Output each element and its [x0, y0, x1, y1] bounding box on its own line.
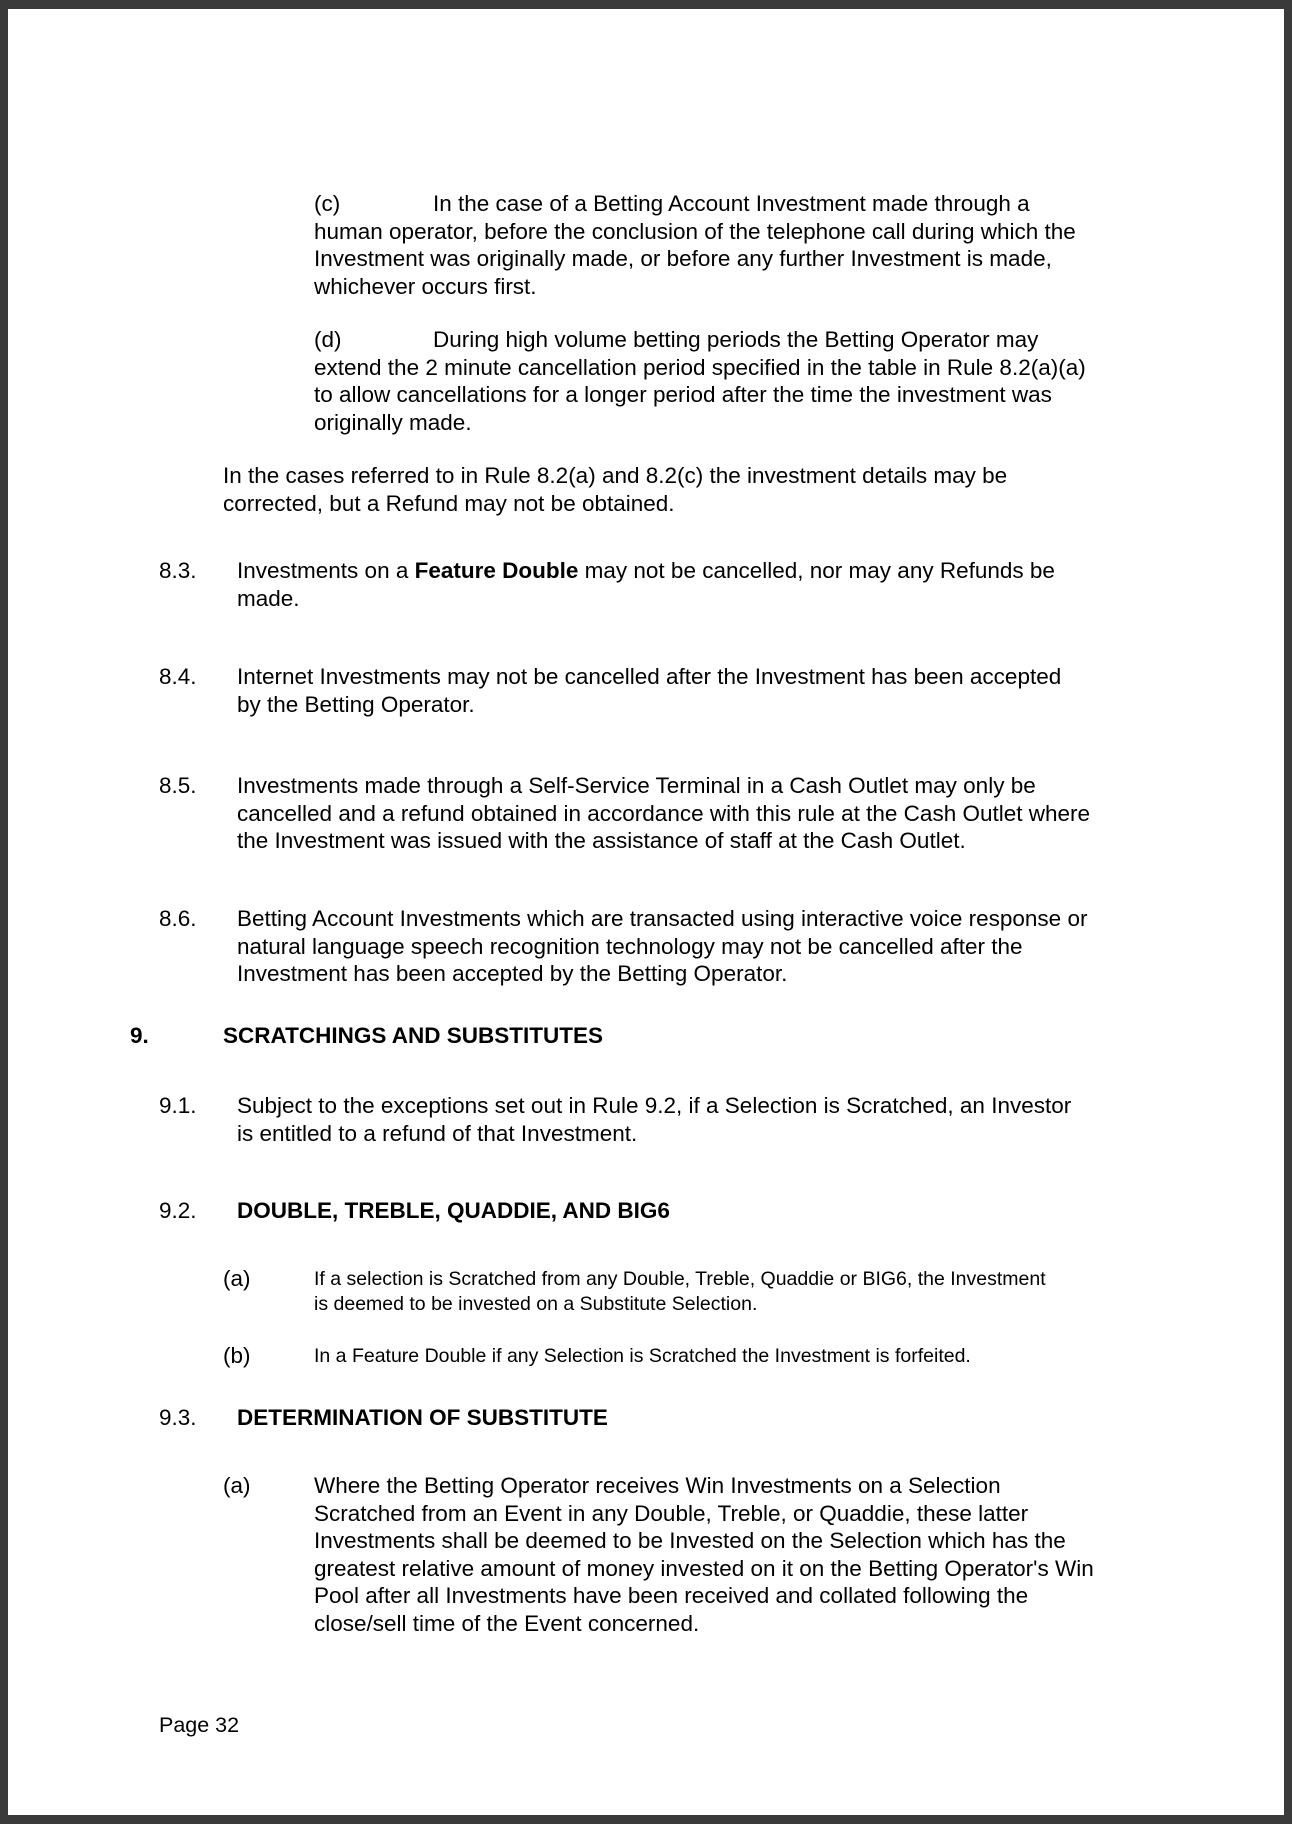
text-line: If a selection is Scratched from any Double, Treble, Quaddie or BIG6, the Investment [314, 1268, 1046, 1290]
text-line: the Investment was issued with the assistance of staff at the Cash Outlet. [237, 828, 966, 853]
rule-9-1-number: 9.1. [159, 1093, 197, 1118]
text-line: Subject to the exceptions set out in Rule 9.2, if a Selection is Scratched, an Investor [237, 1093, 1072, 1118]
rule-8-3-number: 8.3. [159, 558, 197, 583]
section-9-number: 9. [130, 1023, 149, 1048]
rule-9-1-text [237, 1092, 1071, 1147]
text-line: close/sell time of the Event concerned. [314, 1610, 700, 1636]
text-line: Where the Betting Operator receives Win Investments on a Selection [314, 1473, 1001, 1498]
text-line: is entitled to a refund of that Investment. [237, 1120, 638, 1146]
rule-9-2-b-text [314, 1344, 971, 1369]
text-line: Scratched from an Event in any Double, Treble, or Quaddie, these latter [314, 1500, 1029, 1526]
document-page [8, 9, 1284, 1815]
text-line: is deemed to be invested on a Substitute Selection. [314, 1293, 758, 1315]
text-line: Investment was originally made, or before any further Investment is made, [314, 246, 1052, 271]
text-line: In a Feature Double if any Selection is Scratched the Investment is forfeited. [314, 1345, 971, 1367]
rule-9-2-a-label: (a) [223, 1266, 251, 1291]
rule-9-2-title: DOUBLE, TREBLE, QUADDIE, AND BIG6 [237, 1198, 670, 1223]
item-d-first-line: During high volume betting periods the Betting Operator may [433, 327, 1039, 352]
text-segment: Investments on a [237, 558, 415, 583]
rule-9-2-b-label: (b) [223, 1343, 251, 1368]
text-line: cancelled and a refund obtained in accordance with this rule at the Cash Outlet where [237, 800, 1091, 826]
text-line: natural language speech recognition technology may not be cancelled after the [237, 933, 1023, 959]
text-line: originally made. [314, 409, 472, 435]
feature-double-term: Feature Double [414, 558, 579, 583]
rule-9-2-number: 9.2. [159, 1198, 197, 1223]
text-line: greatest relative amount of money invested on it on the Betting Operator's Win [314, 1555, 1094, 1581]
rule-8-5-text [237, 772, 1090, 855]
text-line: human operator, before the conclusion of the telephone call during which the [314, 218, 1076, 244]
text-line: by the Betting Operator. [237, 691, 475, 717]
text-line: Investment has been accepted by the Betting Operator. [237, 961, 788, 986]
text-line [237, 557, 1055, 585]
text-line: Betting Account Investments which are transacted using interactive voice response or [237, 906, 1088, 931]
text-line: Investments shall be deemed to be Invested on the Selection which has the [314, 1528, 1066, 1553]
rule-9-2-a-text [314, 1267, 1046, 1317]
cases-note [223, 462, 1007, 517]
rule-9-3-a-label: (a) [223, 1473, 251, 1498]
rule-9-3-number: 9.3. [159, 1405, 197, 1430]
item-d-label: (d) [314, 327, 342, 352]
text-segment: may not be cancelled, nor may any Refunds be [578, 558, 1055, 583]
text-line: extend the 2 minute cancellation period specified in the table in Rule 8.2(a)(a) [314, 354, 1086, 380]
text-line: made. [237, 585, 300, 611]
item-c-first-line: In the case of a Betting Account Investment made through a [433, 191, 1030, 216]
rule-9-3-title: DETERMINATION OF SUBSTITUTE [237, 1405, 608, 1430]
rule-8-6-number: 8.6. [159, 906, 197, 931]
rule-8-6-text [237, 905, 1087, 988]
item-c-label: (c) [314, 191, 341, 216]
text-line: In the cases referred to in Rule 8.2(a) and 8.2(c) the investment details may be [223, 463, 1008, 488]
text-line: corrected, but a Refund may not be obtained. [223, 490, 675, 516]
item-d-body [314, 354, 1086, 437]
rule-8-4-text [237, 663, 1061, 718]
text-line: to allow cancellations for a longer period after the time the investment was [314, 382, 1052, 407]
rule-9-3-a-text [314, 1472, 1094, 1637]
text-line: Investments made through a Self-Service Terminal in a Cash Outlet may only be [237, 773, 1036, 798]
text-line: Internet Investments may not be cancelled after the Investment has been accepted [237, 664, 1062, 689]
text-line: whichever occurs first. [314, 273, 537, 299]
page-number: Page 32 [159, 1713, 240, 1737]
rule-8-5-number: 8.5. [159, 773, 197, 798]
section-9-title: SCRATCHINGS AND SUBSTITUTES [223, 1023, 604, 1048]
rule-8-3-text [237, 557, 1055, 612]
item-c-body [314, 218, 1076, 301]
rule-8-4-number: 8.4. [159, 664, 197, 689]
text-line: Pool after all Investments have been received and collated following the [314, 1583, 1029, 1608]
